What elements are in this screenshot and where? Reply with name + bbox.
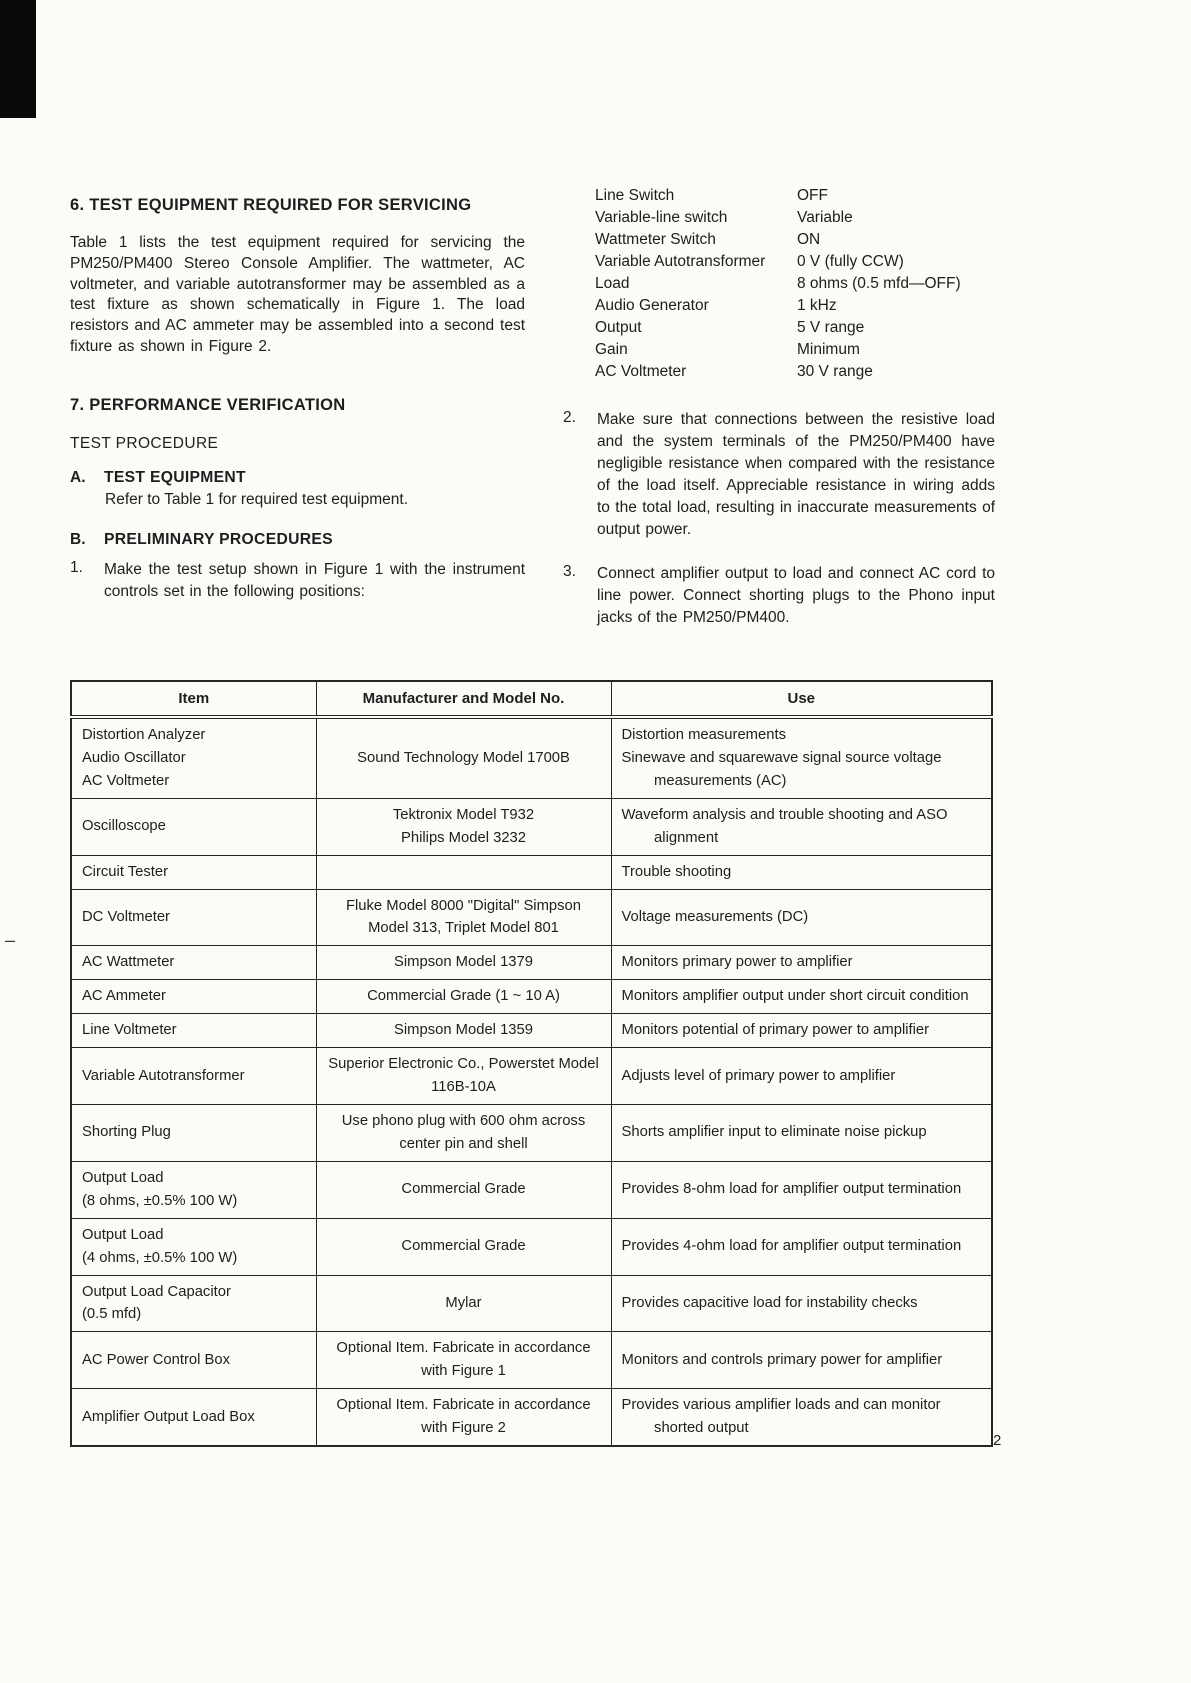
table-row xyxy=(71,1104,992,1161)
table-row xyxy=(71,717,992,798)
cell-line: DC Voltmeter xyxy=(82,908,170,925)
cell-use xyxy=(611,798,992,855)
cell-item xyxy=(71,889,316,946)
cell-line: Optional Item. Fabricate in accordance with Figure 2 xyxy=(336,1397,591,1437)
table-header-cell: Item xyxy=(71,681,316,717)
subsection-a xyxy=(70,469,525,487)
cell-model xyxy=(316,1389,611,1446)
table-row xyxy=(71,1161,992,1218)
cell-line: Provides 4-ohm load for amplifier output termination xyxy=(621,1238,962,1255)
cell-use xyxy=(611,1389,992,1446)
cell-line: Provides 8-ohm load for amplifier output termination xyxy=(621,1181,962,1198)
cell-item xyxy=(71,798,316,855)
cell-line: Shorting Plug xyxy=(82,1124,171,1141)
equipment-table-wrapper xyxy=(70,680,991,1447)
scan-artifact-dash: – xyxy=(5,930,16,950)
subsection-b-letter: B. xyxy=(70,530,86,548)
cell-model xyxy=(316,1161,611,1218)
cell-item xyxy=(71,1104,316,1161)
cell-line: (8 ohms, ±0.5% 100 W) xyxy=(82,1192,238,1209)
cell-item xyxy=(71,717,316,798)
table-row xyxy=(71,1275,992,1332)
table-row xyxy=(71,1014,992,1048)
step-1-number: 1. xyxy=(70,558,83,576)
subsection-a-letter: A. xyxy=(70,468,86,486)
cell-line: Mylar xyxy=(445,1294,482,1311)
test-procedure-label: TEST PROCEDURE xyxy=(70,434,219,452)
cell-use xyxy=(611,889,992,946)
table-body xyxy=(71,717,992,1446)
cell-line: Monitors and controls primary power for amplifier xyxy=(621,1351,943,1368)
cell-line: Sound Technology Model 1700B xyxy=(357,749,570,766)
cell-item xyxy=(71,980,316,1014)
cell-model xyxy=(316,855,611,889)
cell-line: Audio Oscillator xyxy=(82,749,186,766)
cell-use xyxy=(611,1332,992,1389)
setting-value: 5 V range xyxy=(797,319,865,336)
cell-model xyxy=(316,1218,611,1275)
setting-label: AC Voltmeter xyxy=(595,363,687,380)
cell-item xyxy=(71,946,316,980)
section-6-paragraph: Table 1 lists the test equipment required for servicing the PM250/PM400 Stereo Console Amplifier. The wattmeter, AC voltmeter, and variable autotransformer may be assembled as a test fixture as shown schematically in Figure 1. The load resistors and AC ammeter may be assembled into a second test fixture as shown in Figure 2. xyxy=(70,234,525,355)
cell-model xyxy=(316,1275,611,1332)
table-row xyxy=(71,946,992,980)
cell-line: Simpson Model 1359 xyxy=(393,1022,533,1039)
cell-line: AC Ammeter xyxy=(82,988,166,1005)
procedure-step xyxy=(563,563,995,629)
scan-artifact-corner-bar xyxy=(0,0,36,118)
table-header-row xyxy=(71,681,992,717)
cell-use xyxy=(611,717,992,798)
cell-line: Amplifier Output Load Box xyxy=(82,1408,255,1425)
cell-line: Circuit Tester xyxy=(82,863,169,880)
left-column xyxy=(70,196,525,603)
cell-line: Voltage measurements (DC) xyxy=(621,908,809,925)
procedure-step xyxy=(563,409,995,541)
setting-label: Output xyxy=(595,319,642,336)
cell-line: Monitors amplifier output under short circuit condition xyxy=(621,988,969,1005)
cell-line: Sinewave and squarewave signal source voltage measurements (AC) xyxy=(621,749,942,789)
procedure-steps xyxy=(563,409,995,629)
cell-line: Philips Model 3232 xyxy=(400,829,527,846)
cell-line: AC Voltmeter xyxy=(82,772,170,789)
cell-model xyxy=(316,889,611,946)
cell-use xyxy=(611,1104,992,1161)
cell-use xyxy=(611,1048,992,1105)
setting-label: Audio Generator xyxy=(595,297,709,314)
cell-item xyxy=(71,1218,316,1275)
procedure-step-1 xyxy=(70,559,525,603)
subsection-b-title: PRELIMINARY PROCEDURES xyxy=(104,530,333,548)
cell-model xyxy=(316,1332,611,1389)
table-row xyxy=(71,1332,992,1389)
cell-line: Provides various amplifier loads and can monitor shorted output xyxy=(621,1397,941,1437)
cell-line: AC Wattmeter xyxy=(82,954,175,971)
cell-line: Monitors potential of primary power to amplifier xyxy=(621,1022,930,1039)
table-row xyxy=(71,889,992,946)
cell-line: Simpson Model 1379 xyxy=(393,954,533,971)
cell-model xyxy=(316,1014,611,1048)
instrument-settings-list xyxy=(595,185,995,383)
cell-line: Adjusts level of primary power to amplifier xyxy=(621,1067,896,1084)
cell-line: (4 ohms, ±0.5% 100 W) xyxy=(82,1249,238,1266)
table-header-cell: Use xyxy=(611,681,992,717)
table-row xyxy=(71,855,992,889)
cell-item xyxy=(71,1389,316,1446)
setting-value: ON xyxy=(797,231,821,248)
cell-line: Waveform analysis and trouble shooting and ASO alignment xyxy=(621,806,948,846)
table-row xyxy=(71,1389,992,1446)
cell-item xyxy=(71,1332,316,1389)
setting-label: Variable Autotransformer xyxy=(595,253,766,270)
cell-model xyxy=(316,1104,611,1161)
table-row xyxy=(71,798,992,855)
subsection-b xyxy=(70,531,525,549)
subsection-a-body: Refer to Table 1 for required test equipment. xyxy=(105,490,408,508)
table-header-cell: Manufacturer and Model No. xyxy=(316,681,611,717)
cell-use xyxy=(611,1014,992,1048)
cell-line: Output Load xyxy=(82,1226,164,1243)
step-1-text: Make the test setup shown in Figure 1 with the instrument controls set in the following positions: xyxy=(104,560,525,600)
cell-line: Distortion measurements xyxy=(621,727,786,743)
cell-item xyxy=(71,1048,316,1105)
cell-line: Output Load xyxy=(82,1169,164,1186)
subsection-a-title: TEST EQUIPMENT xyxy=(104,468,246,486)
step-number: 2. xyxy=(563,409,576,426)
cell-item xyxy=(71,1161,316,1218)
setting-value: 0 V (fully CCW) xyxy=(797,253,904,270)
table-row xyxy=(71,1218,992,1275)
cell-line: Optional Item. Fabricate in accordance with Figure 1 xyxy=(336,1340,591,1380)
cell-line: Commercial Grade xyxy=(401,1238,526,1255)
cell-item xyxy=(71,1275,316,1332)
section-6-heading: 6. TEST EQUIPMENT REQUIRED FOR SERVICING xyxy=(70,196,472,214)
cell-line: Output Load Capacitor xyxy=(82,1283,231,1300)
setting-label: Gain xyxy=(595,341,628,358)
cell-line xyxy=(327,865,601,880)
cell-line: Commercial Grade xyxy=(401,1181,526,1198)
cell-line: Trouble shooting xyxy=(621,863,732,880)
cell-line: Tektronix Model T932 xyxy=(392,806,535,823)
setting-label: Line Switch xyxy=(595,187,675,204)
cell-line: Monitors primary power to amplifier xyxy=(621,954,853,971)
cell-line: Variable Autotransformer xyxy=(82,1067,245,1084)
cell-line: (0.5 mfd) xyxy=(82,1306,142,1323)
cell-item xyxy=(71,855,316,889)
setting-value: Variable xyxy=(797,209,853,226)
cell-use xyxy=(611,946,992,980)
section-7-heading: 7. PERFORMANCE VERIFICATION xyxy=(70,395,346,414)
cell-model xyxy=(316,946,611,980)
setting-label: Load xyxy=(595,275,630,292)
cell-line: Fluke Model 8000 "Digital" Simpson Model 313, Triplet Model 801 xyxy=(345,897,582,937)
cell-model xyxy=(316,980,611,1014)
cell-use xyxy=(611,1218,992,1275)
page-number: 2 xyxy=(993,1432,1002,1449)
cell-line: Superior Electronic Co., Powerstet Model 116B-10A xyxy=(328,1056,599,1096)
setting-value: 30 V range xyxy=(797,363,873,380)
setting-label: Variable-line switch xyxy=(595,209,728,226)
test-equipment-table xyxy=(70,680,993,1447)
table-row xyxy=(71,1048,992,1105)
setting-label: Wattmeter Switch xyxy=(595,231,716,248)
cell-line: Line Voltmeter xyxy=(82,1022,177,1039)
cell-line: Distortion Analyzer xyxy=(82,727,206,743)
setting-value: Minimum xyxy=(797,341,860,358)
step-number: 3. xyxy=(563,563,576,580)
cell-model xyxy=(316,798,611,855)
table-row xyxy=(71,980,992,1014)
cell-use xyxy=(611,1275,992,1332)
step-text: Connect amplifier output to load and connect AC cord to line power. Connect shorting plugs to the Phono input jacks of the PM250/PM400. xyxy=(597,565,995,626)
cell-line: Oscilloscope xyxy=(82,818,166,835)
right-column xyxy=(563,185,995,651)
cell-line: AC Power Control Box xyxy=(82,1351,231,1368)
cell-item xyxy=(71,1014,316,1048)
cell-line: Use phono plug with 600 ohm across center pin and shell xyxy=(341,1112,586,1152)
setting-value: 1 kHz xyxy=(797,297,837,314)
cell-line: Provides capacitive load for instability checks xyxy=(621,1294,918,1311)
setting-value: OFF xyxy=(797,187,828,204)
cell-use xyxy=(611,980,992,1014)
cell-use xyxy=(611,855,992,889)
setting-value: 8 ohms (0.5 mfd—OFF) xyxy=(797,275,961,292)
cell-line: Commercial Grade (1 ~ 10 A) xyxy=(367,988,560,1005)
cell-model xyxy=(316,717,611,798)
cell-use xyxy=(611,1161,992,1218)
cell-model xyxy=(316,1048,611,1105)
cell-line: Shorts amplifier input to eliminate noise pickup xyxy=(621,1124,927,1141)
step-text: Make sure that connections between the resistive load and the system terminals of the PM250/PM400 have negligible resistance when compared with the resistance of the load itself. Appreciable resistance in wiring adds to the total load, resulting in inaccurate measurements of output power. xyxy=(597,411,995,538)
